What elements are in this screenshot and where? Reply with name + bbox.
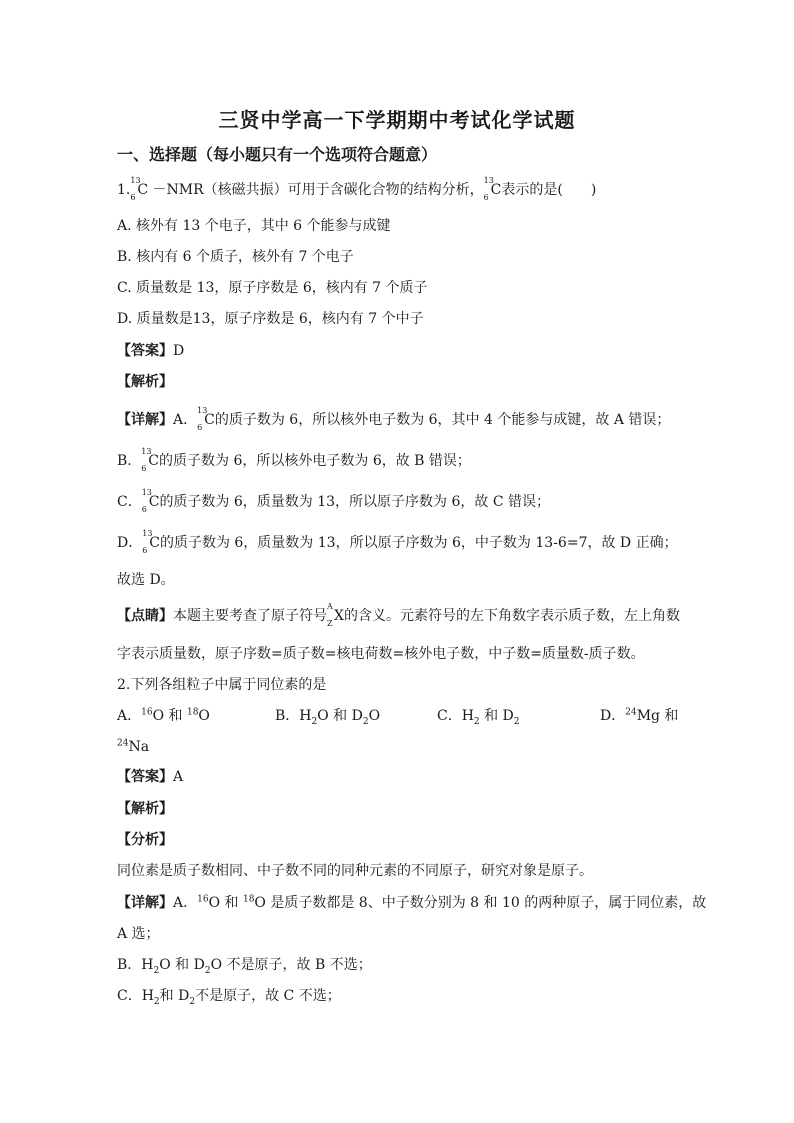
analysis-heading: 【解析】 [117,374,173,390]
option-b: B. 核内有 6 个质子，核外有 7 个电子 [117,249,354,265]
q2-fenxi-heading: 【分析】 [117,832,173,848]
question-1-stem: 1. 13 6 C －NMR（核磁共振）可用于含碳化合物的结构分析， 13 6 C表示的是( ) [117,176,597,202]
option-c: C. 质量数是 13，原子序数是 6，核内有 7 个质子 [117,280,428,296]
nuclide-symbol: 13 6 C [483,176,502,202]
q2-analysis-heading: 【解析】 [117,801,173,817]
q2-option-d-cont: $^{24}$Na [117,738,150,755]
option-a: A. 核外有 13 个电子，其中 6 个能参与成键 [117,218,391,234]
question-2-stem: 2.下列各组粒子中属于同位素的是 [117,677,327,693]
conclusion: 故选 D。 [117,572,175,588]
point-line-2: 字表示质量数，原子序数=质子数=核电荷数=核外电子数，中子数=质量数-质子数。 [117,646,645,662]
q2-option-b: B．$H_2O$ 和 $D_2O$ [275,708,381,727]
q2-option-a: A．$^{16}$O 和 $^{18}$O [117,707,210,724]
detail-d: D． 13 6 C的质子数为 6，质量数为 13，所以原子序数为 6，中子数为 13-6=7，故 D 正确； [117,529,678,555]
page-title: 三贤中学高一下学期期中考试化学试题 [218,108,576,132]
point-line-1: 【点睛】本题主要考查了原子符号 A Z X的含义。元素符号的左下角数字表示质子数，左上角数 [117,602,680,628]
detail-b: B． 13 6 C的质子数为 6，所以核外电子数为 6，故 B 错误； [117,447,471,473]
answer-value: D [173,343,185,359]
q2-detail-b: B．$H_2O$ 和 $D_2O$ 不是原子，故 B 不选； [117,957,372,976]
q2-option-c: C．$H_2$ 和 $D_2$ [437,708,520,727]
answer-line: 【答案】D [117,343,185,359]
q2-answer-line: 【答案】A [117,769,184,785]
q2-option-d: D．$^{24}$Mg 和 [600,707,679,724]
q2-detail-c: C．$H_2$和 $D_2$不是原子，故 C 不选； [117,988,341,1007]
detail-a: 【详解】A． 13 6 C的质子数为 6，所以核外电子数为 6，其中 4 个能参与成键，故 A 错误； [117,406,671,432]
question-number: 1. [117,182,131,198]
atom-notation: A Z X [327,602,344,628]
q2-detail-a-cont: A 选； [117,926,160,942]
option-d: D. 质量数是13，原子序数是 6，核内有 7 个中子 [117,311,424,327]
q2-answer-value: A [173,769,184,785]
section-heading: 一、选择题（每小题只有一个选项符合题意） [117,145,438,164]
nuclide-symbol: 13 6 C [130,176,149,202]
q2-detail-a: 【详解】A．$^{16}$O 和 $^{18}$O 是质子数都是 8、中子数分别为 8 和 10 的两种原子，属于同位素，故 [117,894,707,911]
q2-fenxi-text: 同位素是质子数相同、中子数不同的同种元素的不同原子，研究对象是原子。 [117,863,593,879]
detail-c: C． 13 6 C的质子数为 6，质量数为 13，所以原子序数为 6，故 C 错误； [117,488,551,514]
